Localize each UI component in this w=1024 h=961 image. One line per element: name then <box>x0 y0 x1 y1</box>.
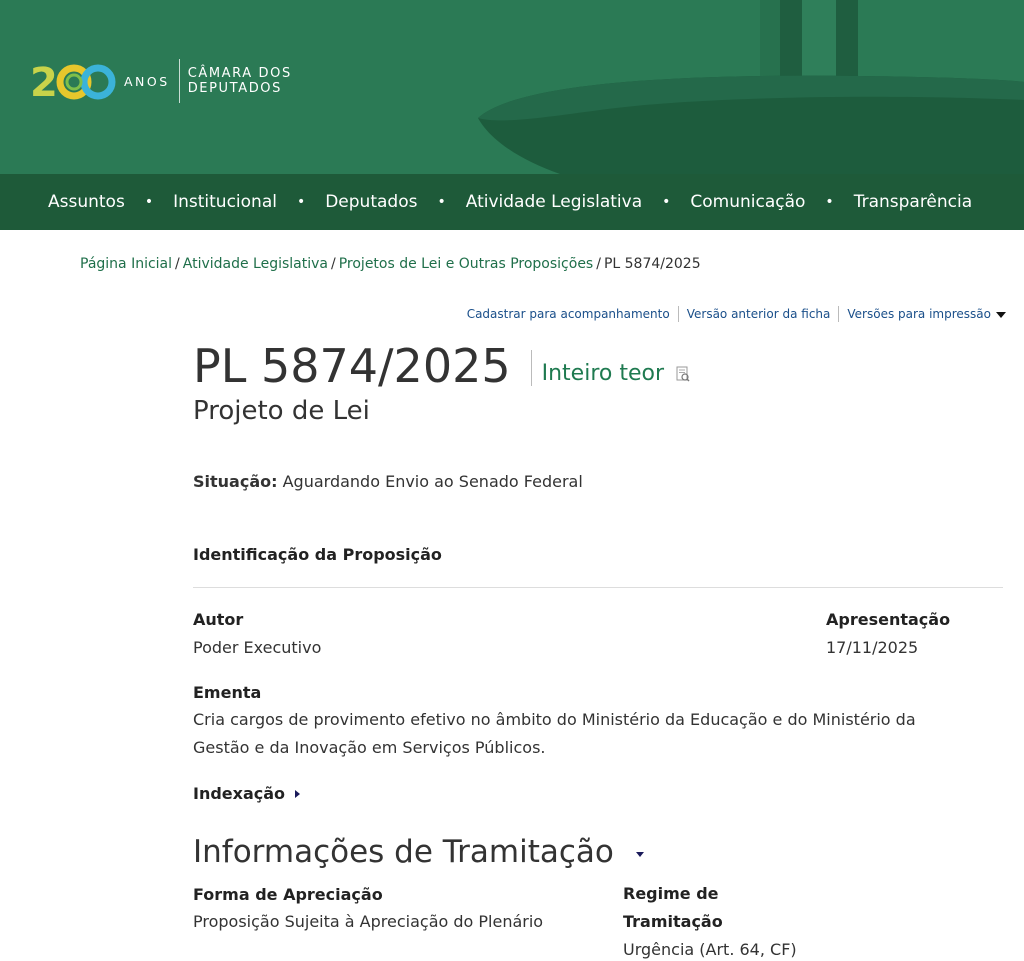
nav-institucional[interactable]: Institucional <box>173 192 277 212</box>
breadcrumb-current: PL 5874/2025 <box>603 256 701 272</box>
breadcrumb-separator: / <box>596 256 601 272</box>
page-subtitle: Projeto de Lei <box>193 396 370 426</box>
nav-separator-dot: • <box>662 194 671 210</box>
section-divider <box>193 587 1003 588</box>
versoes-impressao-dropdown[interactable] <box>847 307 1006 321</box>
forma-apreciacao-value: Proposição Sujeita à Apreciação do Plenário <box>193 912 544 931</box>
regime-label-line-2: Tramitação <box>623 912 723 931</box>
caret-right-icon <box>295 790 300 798</box>
document-icon[interactable] <box>676 366 690 382</box>
nav-separator-dot: • <box>296 194 306 210</box>
proposicao-header <box>193 340 690 392</box>
logo-divider <box>179 59 180 103</box>
regime-label-line-1: Regime de <box>623 884 719 903</box>
caret-down-icon <box>996 312 1006 318</box>
autor-value: Poder Executivo <box>193 638 322 657</box>
page-title: PL 5874/2025 <box>193 339 511 393</box>
ementa-label: Ementa <box>193 683 262 702</box>
identificacao-heading: Identificação da Proposição <box>193 545 442 564</box>
apresentacao-value: 17/11/2025 <box>826 638 919 657</box>
nav-separator-dot: • <box>144 194 154 210</box>
nav-transparencia[interactable]: Transparência <box>853 192 973 212</box>
regime-tramitacao-label <box>623 880 723 936</box>
versao-anterior-link[interactable]: Versão anterior da ficha <box>686 307 831 321</box>
forma-apreciacao-label: Forma de Apreciação <box>193 885 383 904</box>
autor-label: Autor <box>193 610 244 629</box>
tramitacao-heading: Informações de Tramitação <box>193 834 614 870</box>
indexacao-label: Indexação <box>193 784 286 803</box>
logo-two-glyph: 2 <box>30 60 58 103</box>
logo-camara-text <box>188 66 292 96</box>
situacao-label: Situação: <box>193 472 278 491</box>
tramitacao-toggle[interactable] <box>193 834 644 870</box>
nav-comunicacao[interactable]: Comunicação <box>690 192 806 212</box>
header-banner <box>0 0 1024 174</box>
utility-divider <box>678 306 679 322</box>
indexacao-toggle[interactable] <box>193 784 300 803</box>
inteiro-teor-link[interactable]: Inteiro teor <box>541 361 665 386</box>
nav-separator-dot: • <box>825 194 834 210</box>
logo-anos-text: ANOS <box>124 73 170 89</box>
utility-links <box>467 306 1006 322</box>
main-nav <box>0 174 1024 230</box>
logo-camara-line1: CÂMARA DOS <box>187 66 292 81</box>
ementa-line-2: Gestão e da Inovação em Serviços Públicos. <box>193 738 546 757</box>
situacao-value: Aguardando Envio ao Senado Federal <box>282 472 583 491</box>
breadcrumb-separator: / <box>175 256 180 272</box>
nav-assuntos[interactable]: Assuntos <box>48 192 125 212</box>
logo-camara-line2: DEPUTADOS <box>187 81 282 96</box>
breadcrumb <box>80 256 701 272</box>
situacao-line <box>193 472 583 491</box>
utility-divider <box>838 306 839 322</box>
camara-logo[interactable] <box>30 58 292 104</box>
breadcrumb-link-pagina-inicial[interactable]: Página Inicial <box>80 256 173 272</box>
caret-down-icon <box>636 852 644 857</box>
regime-tramitacao-value: Urgência (Art. 64, CF) <box>623 940 797 959</box>
200-anos-logo-icon <box>30 59 118 103</box>
nav-deputados[interactable]: Deputados <box>325 192 418 212</box>
apresentacao-label: Apresentação <box>826 610 951 629</box>
breadcrumb-link-projetos-de-lei[interactable]: Projetos de Lei e Outras Proposições <box>338 256 594 272</box>
ementa-line-1: Cria cargos de provimento efetivo no âmbito do Ministério da Educação e do Ministério da <box>193 710 916 729</box>
versoes-impressao-label: Versões para impressão <box>847 307 991 321</box>
nav-separator-dot: • <box>437 194 446 210</box>
cadastrar-acompanhamento-link[interactable]: Cadastrar para acompanhamento <box>466 307 670 321</box>
breadcrumb-link-atividade-legislativa[interactable]: Atividade Legislativa <box>182 256 328 272</box>
breadcrumb-separator: / <box>331 256 336 272</box>
nav-atividade-legislativa[interactable]: Atividade Legislativa <box>465 192 643 212</box>
title-divider <box>531 350 532 386</box>
ementa-value <box>193 706 1013 762</box>
